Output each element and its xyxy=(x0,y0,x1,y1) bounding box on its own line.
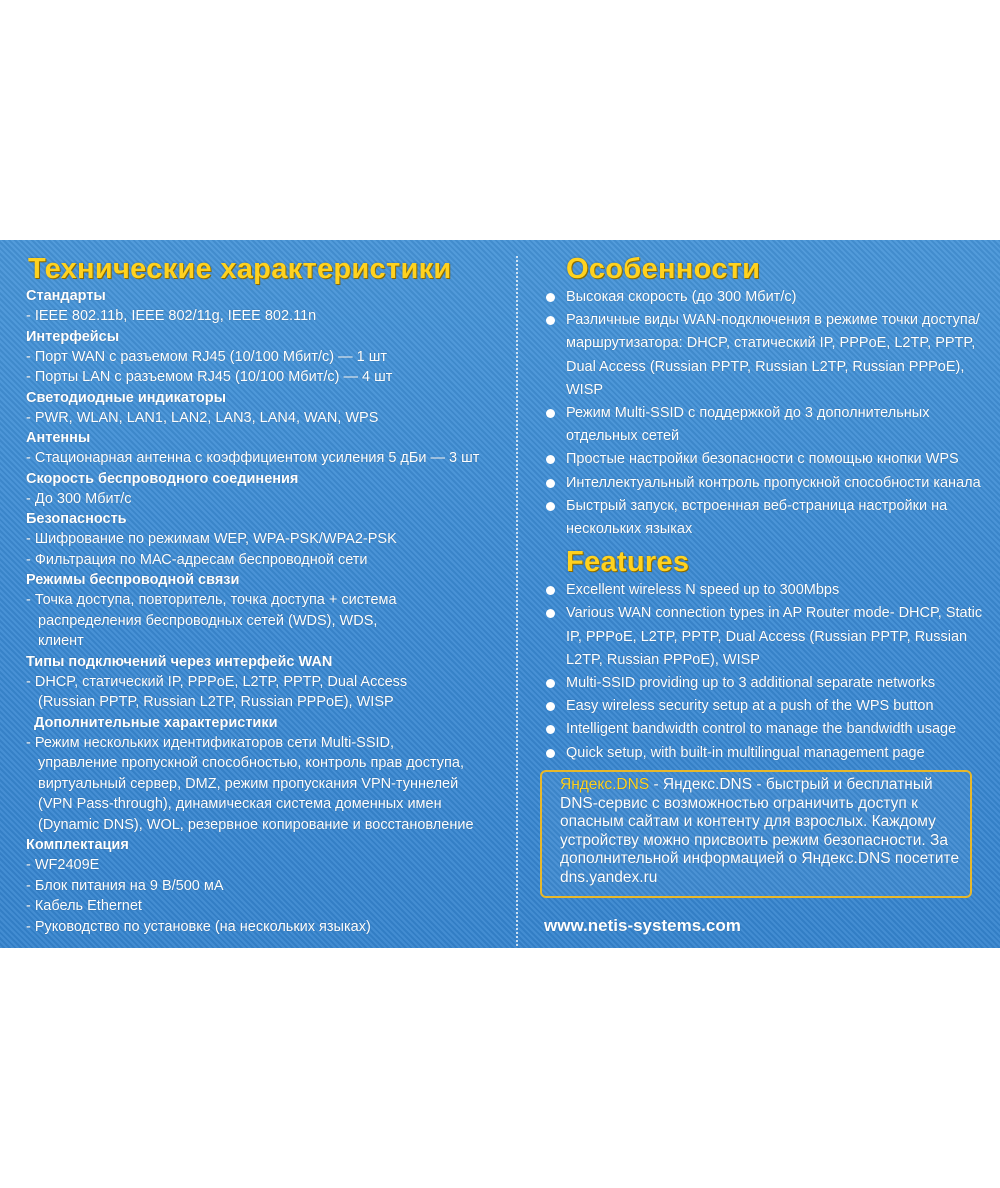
bullet-icon xyxy=(546,502,555,511)
spec-line: (Dynamic DNS), WOL, резервное копирование и восстановление xyxy=(38,816,474,833)
yandex-dns-box xyxy=(540,770,972,898)
spec-line: - DHCP, статический IP, PPPoE, L2TP, PPTP, Dual Access xyxy=(26,673,408,690)
spec-line: - Порты LAN с разъемом RJ45 (10/100 Мбит/с) — 4 шт xyxy=(26,369,393,385)
spec-line: распределения беспроводных сетей (WDS), WDS, xyxy=(38,612,378,629)
spec-line: - Точка доступа, повторитель, точка доступа + система xyxy=(26,592,397,608)
website-url: www.netis-systems.com xyxy=(544,916,741,935)
features-en-list xyxy=(544,579,994,765)
spec-heading: Антенны xyxy=(26,430,91,446)
feature-text: Быстрый запуск, встроенная веб-страница настройки на нескольких языках xyxy=(566,497,948,538)
feature-item xyxy=(544,602,994,672)
feature-text: Multi-SSID providing up to 3 additional separate networks xyxy=(566,675,936,692)
spec-line: - WF2409E xyxy=(26,857,100,873)
spec-heading: Светодиодные индикаторы xyxy=(26,389,226,406)
bullet-icon xyxy=(546,455,555,464)
features-column xyxy=(544,252,994,765)
bullet-icon xyxy=(546,702,555,711)
spec-line: клиент xyxy=(38,633,84,649)
column-divider xyxy=(516,256,518,946)
specs-column xyxy=(26,252,506,937)
bullet-icon xyxy=(546,293,555,302)
spec-line: - Стационарная антенна с коэффициентом усиления 5 дБи — 3 шт xyxy=(26,450,480,466)
spec-line: - Режим нескольких идентификаторов сети Multi-SSID, xyxy=(26,734,395,751)
bullet-icon xyxy=(546,409,555,418)
bullet-icon xyxy=(546,749,555,758)
spec-line: виртуальный сервер, DMZ, режим пропускания VPN-туннелей xyxy=(38,775,459,792)
spec-heading: Стандарты xyxy=(26,288,106,304)
spec-heading: Комплектация xyxy=(26,837,129,853)
spec-line: - До 300 Мбит/с xyxy=(26,490,132,507)
feature-item xyxy=(544,579,994,602)
feature-text: Excellent wireless N speed up to 300Mbps xyxy=(566,582,840,599)
spec-heading: Дополнительные характеристики xyxy=(34,714,278,731)
feature-item xyxy=(544,472,994,495)
spec-line: - Блок питания на 9 В/500 мА xyxy=(26,877,224,894)
spec-heading: Безопасность xyxy=(26,511,127,527)
bullet-icon xyxy=(546,725,555,734)
spec-line: управление пропускной способностью, контроль прав доступа, xyxy=(38,755,464,771)
features-ru-title: Особенности xyxy=(566,253,761,285)
spec-line: - Фильтрация по МАС-адресам беспроводной сети xyxy=(26,551,368,568)
feature-item xyxy=(544,718,994,741)
bullet-icon xyxy=(546,586,555,595)
feature-text: Intelligent bandwidth control to manage the bandwidth usage xyxy=(566,721,957,738)
feature-item xyxy=(544,495,994,541)
feature-item xyxy=(544,695,994,718)
spec-line: - Кабель Ethernet xyxy=(26,898,142,914)
feature-text: Easy wireless security setup at a push of the WPS button xyxy=(566,698,934,715)
specs-title: Технические характеристики xyxy=(28,253,452,285)
feature-text: Высокая скорость (до 300 Мбит/с) xyxy=(566,289,797,305)
feature-text: Различные виды WAN-подключения в режиме точки доступа/маршрутизатора: DHCP, статический IP, PPPoE, L2TP, PPTP, Dual Access (Russian PPTP, Russian L2TP, Russian PPPoE), WISP xyxy=(566,312,980,398)
features-en-title: Features xyxy=(566,546,690,579)
feature-item xyxy=(544,742,994,765)
yandex-dns-description: - Яндекс.DNS - быстрый и бесплатный DNS-сервис с возможностью ограничить доступ к опасным сайтам и контенту для взрослых. Каждому устройству можно присвоить режим безопасности. За дополнительной информацией о Яндекс.DNS посетите dns.yandex.ru xyxy=(560,776,960,886)
spec-line: - IEEE 802.11b, IEEE 802/11g, IEEE 802.11n xyxy=(26,308,317,324)
spec-line: - Порт WAN с разъемом RJ45 (10/100 Мбит/с) — 1 шт xyxy=(26,348,388,365)
spec-line: - Руководство по установке (на нескольких языках) xyxy=(26,918,371,935)
spec-card xyxy=(0,240,1000,948)
yandex-dns-brand: Яндекс.DNS xyxy=(560,776,650,793)
spec-line: (Russian PPTP, Russian L2TP, Russian PPPoE), WISP xyxy=(38,694,394,710)
feature-item xyxy=(544,672,994,695)
feature-text: Various WAN connection types in AP Router mode- DHCP, Static IP, PPPoE, L2TP, PPTP, Dual Access (Russian PPTP, Russian L2TP, Russian PPPoE), WISP xyxy=(566,605,983,668)
bullet-icon xyxy=(546,609,555,618)
spec-heading: Скорость беспроводного соединения xyxy=(26,470,299,487)
feature-text: Интеллектуальный контроль пропускной способности канала xyxy=(566,474,981,491)
features-ru-list xyxy=(544,286,994,541)
feature-item xyxy=(544,402,994,448)
feature-text: Простые настройки безопасности с помощью кнопки WPS xyxy=(566,451,959,468)
spec-line: (VPN Pass-through), динамическая система доменных имен xyxy=(38,796,442,812)
spec-heading: Интерфейсы xyxy=(26,328,120,345)
yandex-dns-text xyxy=(560,776,960,887)
spec-line: - PWR, WLAN, LAN1, LAN2, LAN3, LAN4, WAN, WPS xyxy=(26,409,379,426)
specs-list xyxy=(26,286,506,937)
feature-item xyxy=(544,309,994,402)
bullet-icon xyxy=(546,679,555,688)
bullet-icon xyxy=(546,479,555,488)
bullet-icon xyxy=(546,316,555,325)
feature-item xyxy=(544,286,994,309)
spec-heading: Типы подключений через интерфейс WAN xyxy=(26,653,333,670)
spec-line: - Шифрование по режимам WEP, WPA-PSK/WPA2-PSK xyxy=(26,531,397,547)
feature-text: Режим Multi-SSID с поддержкой до 3 дополнительных отдельных сетей xyxy=(566,405,930,445)
feature-item xyxy=(544,448,994,471)
spec-heading: Режимы беспроводной связи xyxy=(26,572,240,588)
feature-text: Quick setup, with built-in multilingual management page xyxy=(566,744,925,761)
